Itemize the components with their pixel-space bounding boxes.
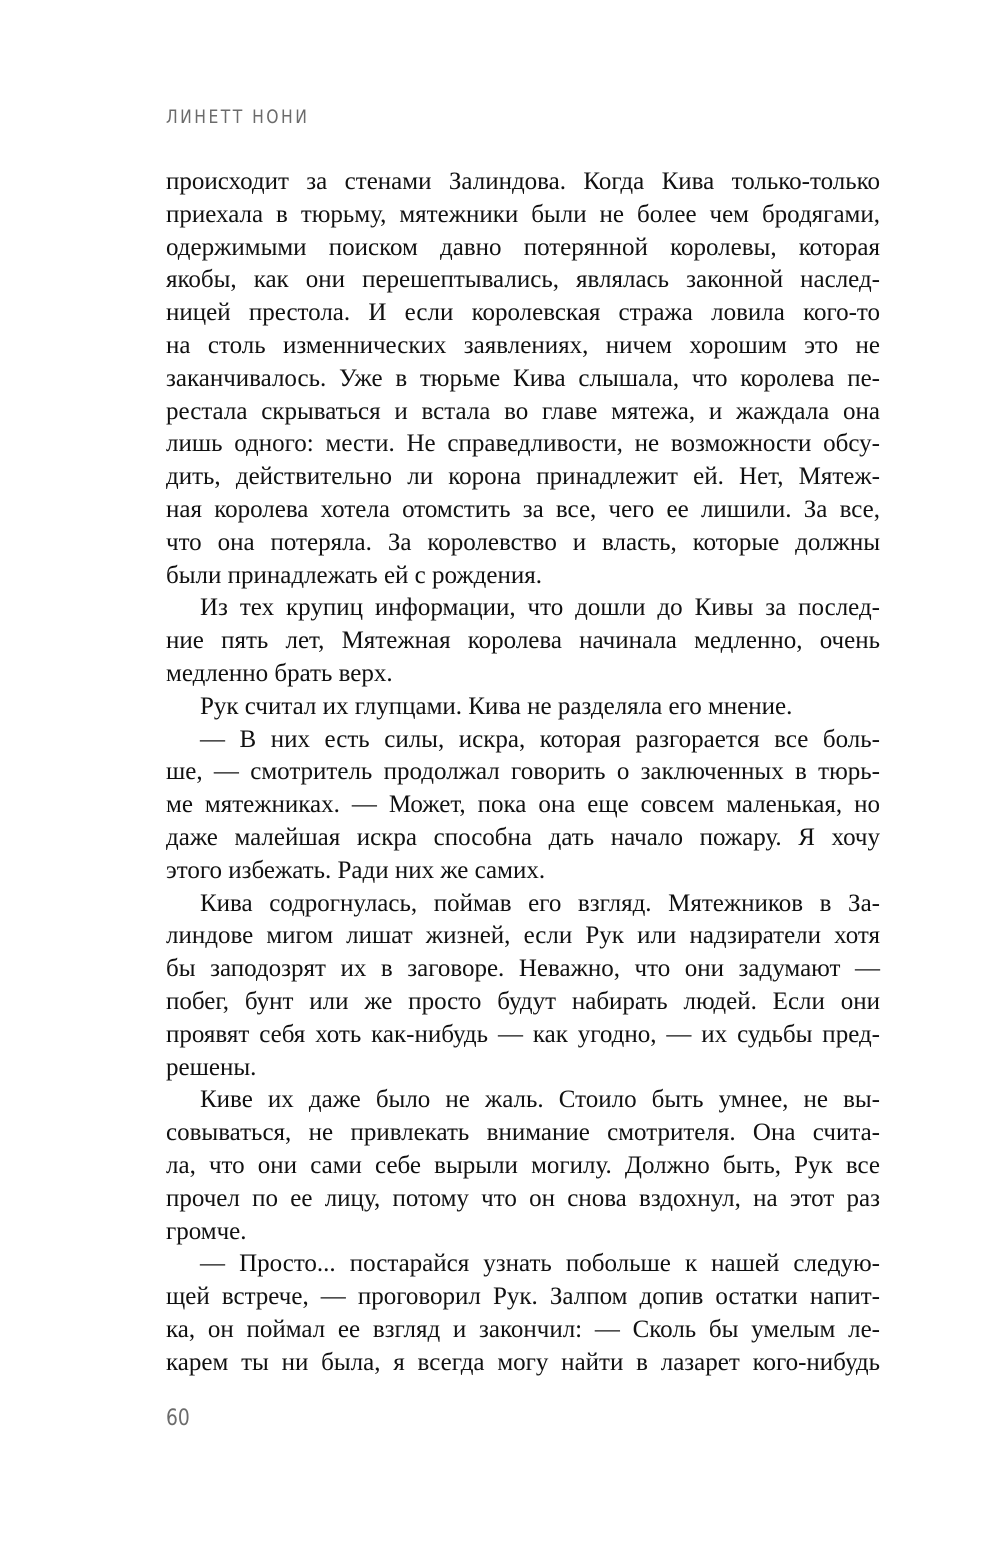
text-line: рестала скрываться и встала во главе мятежа, и жаждала она xyxy=(166,397,880,425)
page-number: 60 xyxy=(166,1406,190,1431)
text-line: совываться, не привлекать внимание смотрителя. Она счита- xyxy=(166,1119,880,1147)
text-line: прочел по ее лицу, потому что он снова вздохнул, на этот раз xyxy=(166,1184,880,1212)
text-line: заканчивалось. Уже в тюрьме Кива слышала, что королева пе- xyxy=(166,364,880,392)
text-line: ная королева хотела отомстить за все, чего ее лишили. За все, xyxy=(166,495,880,523)
text-line: медленно брать верх. xyxy=(166,659,393,687)
text-line: ницей престола. И если королевская стража ловила кого-то xyxy=(166,299,880,327)
text-line: что она потеряла. За королевство и власть, которые должны xyxy=(166,528,880,556)
text-line: лишь одного: мести. Не справедливости, не возможности обсу- xyxy=(166,430,880,458)
running-header-author: ЛИНЕТТ НОНИ xyxy=(166,106,310,128)
text-line: ме мятежниках. — Может, пока она еще совсем маленькая, но xyxy=(166,791,880,819)
text-line: даже малейшая искра способна дать начало пожару. Я хочу xyxy=(166,823,880,851)
text-line: линдове мигом лишат жизней, если Рук или надзиратели хотя xyxy=(166,922,880,950)
text-line: Кива содрогнулась, поймав его взгляд. Мятежников в За- xyxy=(200,889,880,917)
text-line: якобы, как они перешептывались, являлась законной наслед- xyxy=(166,266,880,294)
text-line: проявят себя хоть как-нибудь — как угодно, — их судьбы пред- xyxy=(166,1020,880,1048)
text-line: громче. xyxy=(166,1217,247,1245)
text-line: решены. xyxy=(166,1053,257,1081)
text-line: бы заподозрят их в заговоре. Неважно, что они задумают — xyxy=(166,955,880,983)
text-line: карем ты ни была, я всегда могу найти в лазарет кого-нибудь xyxy=(166,1348,880,1376)
text-line: на столь изменнических заявлениях, ничем хорошим это не xyxy=(166,331,880,359)
text-line: одержимыми поиском давно потерянной королевы, которая xyxy=(166,233,880,261)
text-line: побег, бунт или же просто будут набирать людей. Если они xyxy=(166,987,880,1015)
text-line: этого избежать. Ради них же самих. xyxy=(166,856,546,884)
text-line: ла, что они сами себе вырыли могилу. Должно быть, Рук все xyxy=(166,1151,880,1179)
body-text xyxy=(166,166,880,1379)
text-line: Киве их даже было не жаль. Стоило быть умнее, не вы- xyxy=(200,1086,880,1114)
text-line: происходит за стенами Залиндова. Когда Кива только-только xyxy=(166,168,880,195)
text-line: были принадлежать ей с рождения. xyxy=(166,561,542,589)
text-line: приехала в тюрьму, мятежники были не более чем бродягами, xyxy=(166,200,880,228)
text-line: ше, — смотритель продолжал говорить о заключенных в тюрь- xyxy=(166,758,880,786)
text-line: — В них есть силы, искра, которая разгорается все боль- xyxy=(200,725,880,753)
text-line: дить, действительно ли корона принадлежит ей. Нет, Мятеж- xyxy=(166,463,880,491)
text-line: ние пять лет, Мятежная королева начинала медленно, очень xyxy=(166,627,880,655)
text-line: щей встрече, — проговорил Рук. Залпом допив остатки напит- xyxy=(166,1283,880,1311)
text-line: — Просто... постарайся узнать побольше к нашей следую- xyxy=(200,1250,880,1278)
text-line: ка, он поймал ее взгляд и закончил: — Сколь бы умелым ле- xyxy=(166,1315,880,1343)
text-line: Рук считал их глупцами. Кива не разделяла его мнение. xyxy=(200,692,793,720)
text-line: Из тех крупиц информации, что дошли до Кивы за послед- xyxy=(200,594,880,622)
